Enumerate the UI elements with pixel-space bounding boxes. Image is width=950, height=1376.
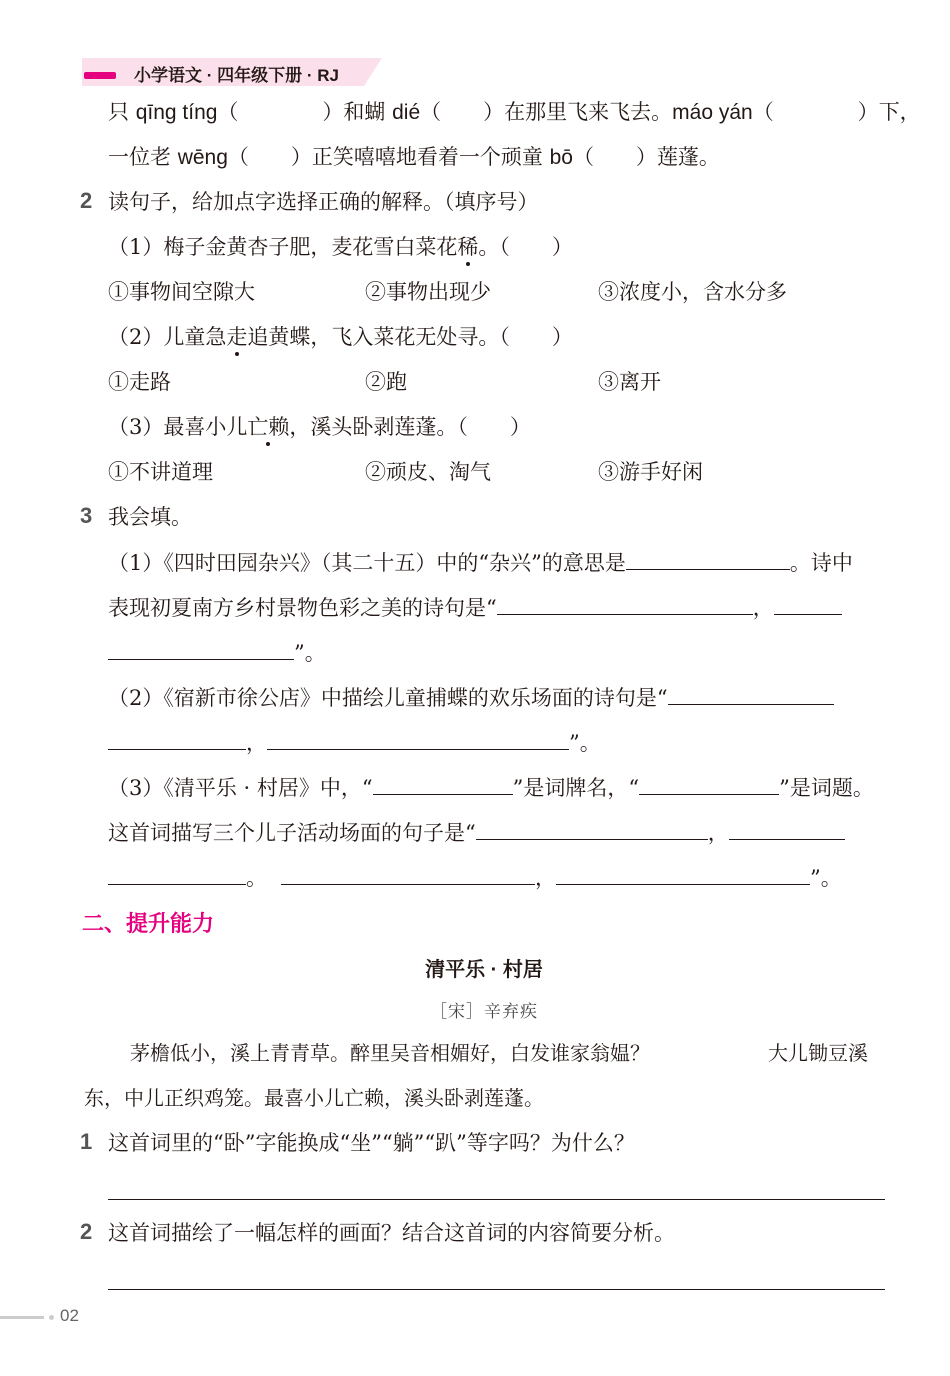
- poem-author: ［宋］辛弃疾: [430, 1002, 538, 1022]
- answer-blank[interactable]: [510, 325, 552, 349]
- text: ，: [707, 821, 729, 845]
- question-text: 这首词里的“卧”字能换成“坐”“躺”“趴”等字吗？为什么？: [108, 1131, 635, 1155]
- paren-blank[interactable]: （ ）: [227, 145, 312, 169]
- text: （1）梅子金黄杏子肥，麦花雪白菜花: [108, 235, 458, 259]
- fill-blank[interactable]: [626, 547, 790, 570]
- pinyin-line-1: [108, 97, 921, 128]
- text: 莲蓬。: [656, 145, 720, 169]
- paren-blank[interactable]: （ ）: [752, 100, 879, 124]
- text: ）: [509, 415, 531, 439]
- pinyin-die: dié: [392, 101, 421, 124]
- poem-line-2: 东，中儿正织鸡笼。最喜小儿亡赖，溪头卧剥莲蓬。: [84, 1086, 544, 1110]
- text: 和蝴: [343, 100, 393, 124]
- q3-item-3-line-2: [108, 817, 845, 848]
- fill-blank[interactable]: [476, 817, 708, 840]
- section-heading: 二、提升能力: [82, 911, 215, 936]
- q3-item-1-line-1: [108, 547, 853, 578]
- q2-option: ①走路: [108, 370, 171, 394]
- poem-line-1: 茅檐低小，溪上青青草。醉里吴音相媚好，白发谁家翁媪？: [130, 1041, 650, 1065]
- answer-blank[interactable]: [468, 415, 510, 439]
- text: 。: [246, 866, 267, 890]
- answer-line[interactable]: [108, 1289, 885, 1290]
- fill-blank[interactable]: [774, 592, 842, 615]
- pinyin-line-2: [108, 142, 720, 173]
- question-prompt: 我会填。: [108, 505, 192, 529]
- text: 下，: [878, 100, 921, 124]
- q2-option: ②事物出现少: [365, 280, 491, 304]
- paren-blank[interactable]: （ ）: [217, 100, 344, 124]
- q2-item-2: [108, 322, 573, 352]
- text: ”是词题。: [779, 776, 874, 800]
- fill-blank[interactable]: [556, 862, 810, 885]
- page-number: 02: [60, 1306, 79, 1325]
- text: （3）最喜小儿: [108, 415, 248, 439]
- dotted-char: 亡赖: [247, 415, 290, 439]
- text: ”。: [294, 641, 326, 665]
- text: 追黄蝶，飞入菜花无处寻。（: [247, 325, 510, 349]
- text: ”是词牌名，“: [512, 776, 640, 800]
- q2-item-1: [108, 232, 573, 262]
- pinyin-weng: wēng: [177, 146, 228, 169]
- text: 这首词描写三个儿子活动场面的句子是“: [108, 821, 476, 845]
- q2-option: ②顽皮、淘气: [365, 460, 491, 484]
- text: 在那里飞来飞去。: [504, 100, 673, 124]
- q3-item-3-line-3: [108, 862, 842, 893]
- question-number: 2: [80, 188, 93, 213]
- dotted-char: 走: [226, 325, 248, 349]
- question-number: 2: [80, 1219, 93, 1244]
- q2-option: ③离开: [598, 370, 661, 394]
- dotted-char: 稀: [457, 235, 479, 259]
- text: 只: [108, 100, 136, 124]
- fill-blank[interactable]: [108, 862, 246, 885]
- text: ）: [551, 235, 573, 259]
- paren-blank[interactable]: （ ）: [420, 100, 505, 124]
- q2-option: ①不讲道理: [108, 460, 213, 484]
- poem-title: 清平乐 · 村居: [425, 959, 543, 981]
- fill-blank[interactable]: [373, 772, 513, 795]
- text: ，: [535, 866, 556, 890]
- text: （2）儿童急: [108, 325, 227, 349]
- text: 正笑嘻嘻地看着一个顽童: [311, 145, 550, 169]
- text: ”。: [569, 731, 601, 755]
- fill-blank[interactable]: [108, 727, 246, 750]
- text: 一位老: [108, 145, 178, 169]
- fill-blank[interactable]: [281, 862, 535, 885]
- pinyin-bo: bō: [549, 146, 573, 169]
- text: （1）《四时田园杂兴》（其二十五）中的“杂兴”的意思是: [108, 551, 626, 575]
- q2-option: ③游手好闲: [598, 460, 703, 484]
- text: 。诗中: [789, 551, 853, 575]
- paren-blank[interactable]: （ ）: [572, 145, 657, 169]
- q2-option: ②跑: [365, 370, 407, 394]
- question-number: 3: [80, 503, 93, 528]
- text: ”。: [810, 866, 842, 890]
- text: （2）《宿新市徐公店》中描绘儿童捕蝶的欢乐场面的诗句是“: [108, 686, 668, 710]
- answer-blank[interactable]: [510, 235, 552, 259]
- text: ，溪头卧剥莲蓬。（: [289, 415, 468, 439]
- q3-item-2-line-2: [108, 727, 601, 758]
- fill-blank[interactable]: [639, 772, 779, 795]
- q2-option: ③浓度小，含水分多: [598, 280, 787, 304]
- answer-line[interactable]: [108, 1199, 885, 1200]
- text: 表现初夏南方乡村景物色彩之美的诗句是“: [108, 596, 497, 620]
- q3-item-2-line-1: [108, 682, 834, 713]
- fill-blank[interactable]: [108, 637, 294, 660]
- text: ，: [752, 596, 774, 620]
- q3-item-1-line-2: [108, 592, 842, 623]
- fill-blank[interactable]: [668, 682, 834, 705]
- text: ，: [246, 731, 267, 755]
- header-accent-bar: [84, 72, 116, 79]
- pinyin-qingting: qīng tíng: [135, 101, 218, 124]
- pinyin-maoyan: máo yán: [672, 101, 753, 124]
- text: ）: [551, 325, 573, 349]
- header-title: 小学语文 · 四年级下册 · RJ: [134, 66, 339, 85]
- poem-line-1b: 大儿锄豆溪: [768, 1041, 868, 1065]
- question-number: 1: [80, 1129, 93, 1154]
- text: （3）《清平乐 · 村居》中，“: [108, 776, 373, 800]
- question-text: 这首词描绘了一幅怎样的画面？结合这首词的内容简要分析。: [108, 1221, 675, 1245]
- footer-dot: [49, 1315, 54, 1320]
- footer-rule: [0, 1316, 44, 1319]
- text: 。（: [478, 235, 510, 259]
- fill-blank[interactable]: [497, 592, 753, 615]
- question-prompt: 读句子，给加点字选择正确的解释。（填序号）: [108, 190, 539, 214]
- fill-blank[interactable]: [267, 727, 569, 750]
- q2-item-3: [108, 412, 531, 442]
- q2-option: ①事物间空隙大: [108, 280, 255, 304]
- q3-item-3-line-1: [108, 772, 874, 803]
- fill-blank[interactable]: [729, 817, 845, 840]
- q3-item-1-line-3: [108, 637, 326, 668]
